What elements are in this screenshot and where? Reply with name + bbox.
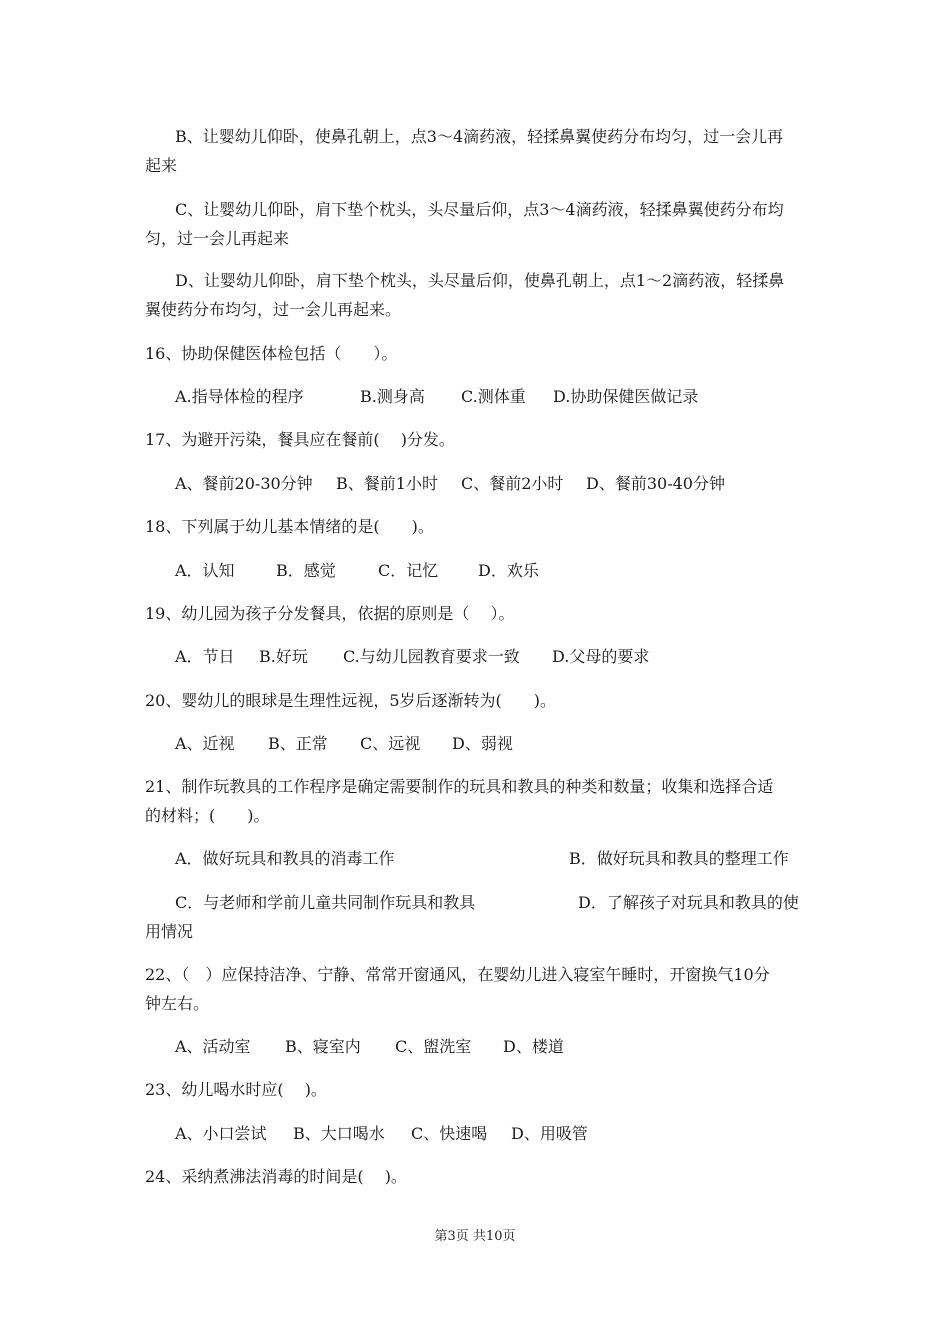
q18-option-a: A．认知: [175, 561, 235, 580]
q16-option-b: B.测身高: [360, 387, 425, 406]
q18-stem: 18、下列属于幼儿基本情绪的是( )。: [145, 517, 434, 536]
q21-option-a: A．做好玩具和教具的消毒工作: [175, 849, 395, 868]
q17-option-d: D、餐前30-40分钟: [586, 474, 725, 493]
q21-option-d-line2: 用情况: [145, 922, 194, 941]
q15-option-b-line2: 起来: [145, 156, 178, 175]
q19-option-a: A．节日: [175, 647, 235, 666]
q20-option-a: A、近视: [175, 734, 235, 753]
q16-option-c: C.测体重: [461, 387, 526, 406]
q18-option-b: B．感觉: [276, 561, 336, 580]
q19-option-c: C.与幼儿园教育要求一致: [343, 647, 520, 666]
q21-stem-line1: 21、制作玩教具的工作程序是确定需要制作的玩具和教具的种类和数量；收集和选择合适: [145, 777, 774, 796]
q18-option-d: D．欢乐: [478, 561, 539, 580]
q15-option-c-line2: 匀，过一会儿再起来: [145, 229, 290, 248]
q23-option-a: A、小口尝试: [175, 1124, 267, 1143]
q21-stem-line2: 的材料；( )。: [145, 806, 270, 825]
q22-stem-line1: 22、（ ）应保持洁净、宁静、常常开窗通风，在婴幼儿进入寝室午睡时，开窗换气10分: [145, 965, 770, 984]
q16-option-a: A.指导体检的程序: [175, 387, 304, 406]
q21-option-b: B．做好玩具和教具的整理工作: [569, 849, 789, 868]
q15-option-d-line1: D、让婴幼儿仰卧，肩下垫个枕头，头尽量后仰，使鼻孔朝上，点1～2滴药液，轻揉鼻: [175, 271, 785, 290]
q17-option-c: C、餐前2小时: [461, 474, 564, 493]
q17-option-a: A、餐前20-30分钟: [175, 474, 313, 493]
q16-stem: 16、协助保健医体检包括（ ）。: [145, 344, 398, 363]
q20-stem: 20、婴幼儿的眼球是生理性远视，5岁后逐渐转为( )。: [145, 691, 557, 710]
q22-option-d: D、楼道: [503, 1037, 564, 1056]
q21-option-d-line1: D．了解孩子对玩具和教具的使: [578, 893, 799, 912]
q20-option-b: B、正常: [268, 734, 328, 753]
q23-option-b: B、大口喝水: [293, 1124, 385, 1143]
q17-option-b: B、餐前1小时: [336, 474, 438, 493]
q19-stem: 19、幼儿园为孩子分发餐具，依据的原则是（ ）。: [145, 604, 515, 623]
q19-option-b: B.好玩: [259, 647, 308, 666]
q15-option-c-line1: C、让婴幼儿仰卧，肩下垫个枕头，头尽量后仰，点3～4滴药液，轻揉鼻翼使药分布均: [175, 200, 784, 219]
q19-option-d: D.父母的要求: [552, 647, 650, 666]
q24-stem: 24、采纳煮沸法消毒的时间是( )。: [145, 1167, 407, 1186]
q22-option-a: A、活动室: [175, 1037, 251, 1056]
q22-option-b: B、寝室内: [285, 1037, 361, 1056]
q22-stem-line2: 钟左右。: [145, 994, 210, 1013]
q23-option-c: C、快速喝: [411, 1124, 488, 1143]
page-number-footer: 第3页 共10页: [434, 1229, 516, 1244]
q15-option-b-line1: B、让婴幼儿仰卧，使鼻孔朝上，点3～4滴药液，轻揉鼻翼使药分布均匀，过一会儿再: [175, 127, 784, 146]
q18-option-c: C．记忆: [378, 561, 439, 580]
q23-stem: 23、幼儿喝水时应( )。: [145, 1080, 327, 1099]
q16-option-d: D.协助保健医做记录: [553, 387, 699, 406]
q23-option-d: D、用吸管: [511, 1124, 588, 1143]
q17-stem: 17、为避开污染，餐具应在餐前( )分发。: [145, 430, 455, 449]
q15-option-d-line2: 翼使药分布均匀，过一会儿再起来。: [145, 300, 402, 319]
q20-option-d: D、弱视: [452, 734, 513, 753]
q21-option-c: C．与老师和学前儿童共同制作玩具和教具: [175, 893, 476, 912]
q20-option-c: C、远视: [360, 734, 421, 753]
q22-option-c: C、盥洗室: [395, 1037, 472, 1056]
